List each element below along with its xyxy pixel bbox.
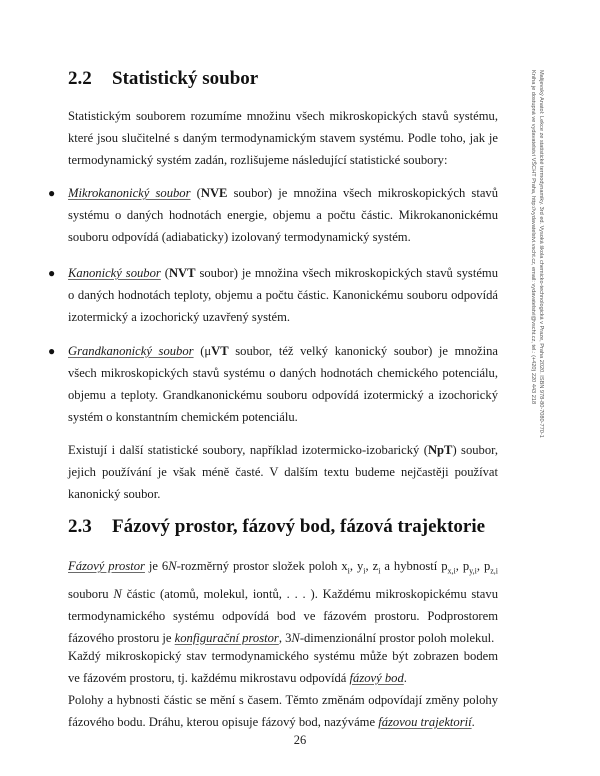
- term-link: Fázový prostor: [68, 559, 145, 573]
- list-item-microcanonical: Mikrokanonický soubor (NVE soubor) je množina všech mikroskopických stavů systému o daných hodnotách energie, objemu a počtu částic. Mikrokanonickému souboru odpovídá (adiabaticky) izolovaný termodynamický systém.: [68, 186, 498, 244]
- page-number: 26: [293, 733, 307, 747]
- intro-paragraph: Statistickým souborem rozumíme množinu všech mikroskopických stavů systému, které jsou slučitelné s daným termodynamickým stavem systému. Podle toho, jak je termodynamický systém zadán, rozlišujeme následující statistické soubory:: [68, 109, 498, 167]
- side-citation-line-1: Malijevský Anatol: Lekce ze statistické termodynamiky. 3rd ed. Vysoká škola chemicko-technologická v Praze, Praha 2020. ISBN 978-80-7080-770-1: [538, 70, 544, 438]
- term-link: konfigurační prostor: [174, 630, 279, 645]
- phase-space-paragraph: Fázový prostor je 6N-rozměrný prostor složek poloh $x_i$, $y_i$, $z_i$ a hybností $p_{x,i}$, $p_{y,i}$, $p_{z,i}$ souboru N částic (atomů, molekul, iontů, . . . ). Každému mikroskopickému stavu termodynamického systému odpovídá bod ve fázovém prostoru. Podprostorem fázového prostoru je konfigurační prostor, 3N-dimenzionální prostor poloh molekul.: [68, 559, 499, 645]
- term-link: fázovou trajektorií: [378, 715, 472, 729]
- outro-paragraph: Existují i další statistické soubory, například izotermicko-izobarický (NpT) soubor, jejich používání je však méně časté. V dalším textu budeme nejčastěji používat kanonický soubor.: [68, 443, 498, 501]
- list-item-grandcanonical: Grandkanonický soubor (μVT soubor, též velký kanonický soubor) je množina všech mikroskopických stavů systému o daných hodnotách chemického potenciálu, objemu a teploty. Grandkanonickému souboru odpovídá izotermický a izochorický systém o konstantním chemickém potenciálu.: [68, 344, 498, 424]
- bullet-marker: ●: [48, 186, 56, 200]
- side-citation: [528, 70, 544, 590]
- section-heading-2-2: [68, 68, 258, 90]
- section-number: 2.2: [68, 68, 92, 89]
- phase-point-paragraph: Každý mikroskopický stav termodynamického systému může být zobrazen bodem ve fázovém prostoru, tj. každému mikrostavu odpovídá fázový bod.: [68, 649, 498, 685]
- section-heading-2-3: [68, 516, 485, 538]
- section-title: Statistický soubor: [112, 68, 259, 89]
- list-item-canonical: Kanonický soubor (NVT soubor) je množina všech mikroskopických stavů systému o daných hodnotách teploty, objemu a počtu částic. Kanonickému souboru odpovídá izotermický a izochorický uzavřený systém.: [68, 266, 499, 324]
- section-number: 2.3: [68, 516, 92, 537]
- bullet-marker: ●: [48, 266, 56, 280]
- bullet-marker: ●: [48, 344, 56, 358]
- term-link: Mikrokanonický soubor: [68, 186, 191, 200]
- term-link: fázový bod: [349, 671, 404, 685]
- side-citation-line-2: Kniha je dostupná ve vydavatelství VŠCHT Praha, http://vydavatelstvi.vscht.cz, email: vydavatelstvi@vscht.cz, tel.: (+420) 220 443 218: [530, 70, 537, 405]
- term-link: Kanonický soubor: [68, 266, 161, 280]
- section-title: Fázový prostor, fázový bod, fázová trajektorie: [112, 516, 486, 537]
- trajectory-paragraph: Polohy a hybnosti částic se mění s časem. Těmto změnám odpovídají změny polohy fázového bodu. Dráhu, kterou opisuje fázový bod, nazýváme fázovou trajektorií.: [68, 693, 498, 729]
- term-link: Grandkanonický soubor: [68, 344, 194, 358]
